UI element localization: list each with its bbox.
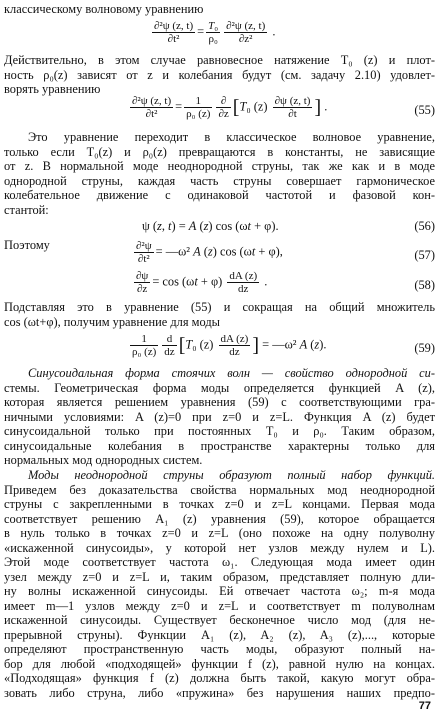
text-line: только если T₀(z) и ρ₀(z) превращаются в константы, не зависящие (4, 144, 435, 159)
text-line: классическому волновому уравнению (4, 2, 204, 16)
text-line: стемы. Геометрическая форма моды определяется функцией A (z), (4, 380, 435, 395)
equation-number: (58) (414, 278, 435, 292)
equation-56: ψ (z, t) = A (z) cos (ωt + φ). (142, 219, 279, 233)
equation-number: (56) (414, 219, 435, 233)
text-line: от z. В нормальной моде неоднородной струны, так же как и в моде (4, 159, 435, 173)
text-line: ничными условиями: A (z)=0 при z=0 и z=L. Функция A (z) будет (4, 409, 435, 424)
text-line: «Подходящая» функция f (z) должна быть такой, какую могут обра- (4, 671, 435, 685)
text-line: Этой моде соответствует частота ω₁. Следующая мода имеет один (4, 555, 435, 569)
equation-classical-wave: $\frac{\text{∂²ψ (z, t)}}{\text{∂t²}}$ = $\frac{\text{T₀}}{\text{ρ₀}}$ $\frac{\text{∂²ψ (z, t)}}{\text{∂z²}}$ . (154, 20, 276, 45)
text-line: однородной струны, каждая часть струны совершает гармоническое (4, 173, 435, 188)
paragraph-1 (4, 53, 435, 97)
text-line: струны с закрепленными в точках z=0 и z=L концами. Первая мода (4, 497, 435, 511)
text-line: cos (ωt+φ), получим уравнение для моды (4, 314, 220, 329)
paragraph-2 (4, 130, 435, 217)
text-line: ну волны искаженной синусоиды. Ей отвечает частота ω₂; m-я мода (4, 584, 435, 598)
text-line: Это уравнение переходит в классическое волновое уравнение, (28, 130, 435, 144)
text-line: ность ρ₀(z) зависят от z и колебания будут (см. задачу 2.10) удовлет- (4, 67, 435, 82)
text-line: Подставляя это в уравнение (55) и сокращая на общий множитель (4, 300, 435, 314)
equation-58: $\frac{\partial\psi}{\partial z}$ = cos (ωt + φ) $\frac{dA (z)}{dz}$ . (136, 270, 268, 295)
text-line: Приведем без доказательства свойства нормальных мод неоднородной (4, 482, 435, 497)
text-line: зовать либо струна, либо «пружина» без нарушения наших предпо- (4, 685, 435, 700)
text-line: искаженной синусоиды. Существует бесконечное число мод (для не- (4, 613, 435, 627)
text-line: в нуль только в точках z=0 и z=L (оно похоже на одну полуволну (4, 526, 435, 540)
text-line: нормальных мод однородных систем. (4, 453, 203, 467)
text-line: Синусоидальная форма стоячих волн — свойство однородной си- (28, 366, 435, 380)
page-number: 77 (418, 700, 431, 712)
text-line: Поэтому (4, 238, 50, 252)
text-line: узел между z=0 и z=L и, таким образом, представляет полную дли- (4, 569, 435, 584)
text-line: «искаженной синусоиды», у которой нет узлов между нулем и L). (4, 540, 435, 555)
equation-number: (57) (414, 248, 435, 262)
text-line: Моды неоднородной струны образуют полный набор функций. (28, 468, 435, 482)
equation-57: $\frac{\text{∂²ψ}}{\text{∂t²}}$ = —ω² A (z) cos (ωt + φ), (136, 240, 283, 265)
text-line: имеет m—1 узлов между z=0 и z=L и соответствует m полуволнам (4, 598, 435, 613)
text-line: соответствует решению A₁ (z) уравнения (59), которое обращается (4, 511, 435, 526)
equation-55: $\frac{\text{∂²ψ (z, t)}}{\text{∂t²}}$ = $\frac{1}{\text{ρ₀ (z)}}$ $\frac{\partial}{\partial z}$ [T₀ (z) $\frac{\partial\psi (z, t)}{\partial t}$ ] . (132, 95, 328, 120)
text-line: ворять уравнению (4, 82, 101, 96)
text-line: синусоидальные колебания в пространстве характерны только для (4, 438, 435, 453)
equation-59: $\frac{1}{\text{ρ₀ (z)}}$ $\frac{d}{dz}$ [T₀ (z) $\frac{dA (z)}{dz}$ ] = —ω² A (z). (132, 333, 327, 358)
paragraph-4 (4, 300, 435, 329)
paragraph-6 (4, 468, 435, 700)
text-line: прерывной струны). Функции A₁ (z), A₂ (z), A₃ (z),..., которые (4, 627, 435, 642)
paragraph-5 (4, 366, 435, 468)
equation-number: (55) (414, 103, 435, 117)
text-line: бор для любой «подходящей» функции f (z), равной нулю на концах. (4, 656, 435, 671)
equation-number: (59) (414, 341, 435, 355)
text-line: которая является решением уравнения (59) с соответствующими гра- (4, 395, 435, 409)
text-line: определяют пространственную часть моды, образуют полный на- (4, 642, 435, 656)
text-line: синусоидальной только при постоянных T₀ и ρ₀. Таким образом, (4, 424, 435, 438)
text-line: стантой: (4, 202, 49, 217)
text-line: Действительно, в этом случае равновесное натяжение T₀ (z) и плот- (4, 53, 435, 67)
paragraph-intro (4, 2, 435, 17)
text-line: колебательное движение с одинаковой частотой и фазовой кон- (4, 188, 435, 202)
